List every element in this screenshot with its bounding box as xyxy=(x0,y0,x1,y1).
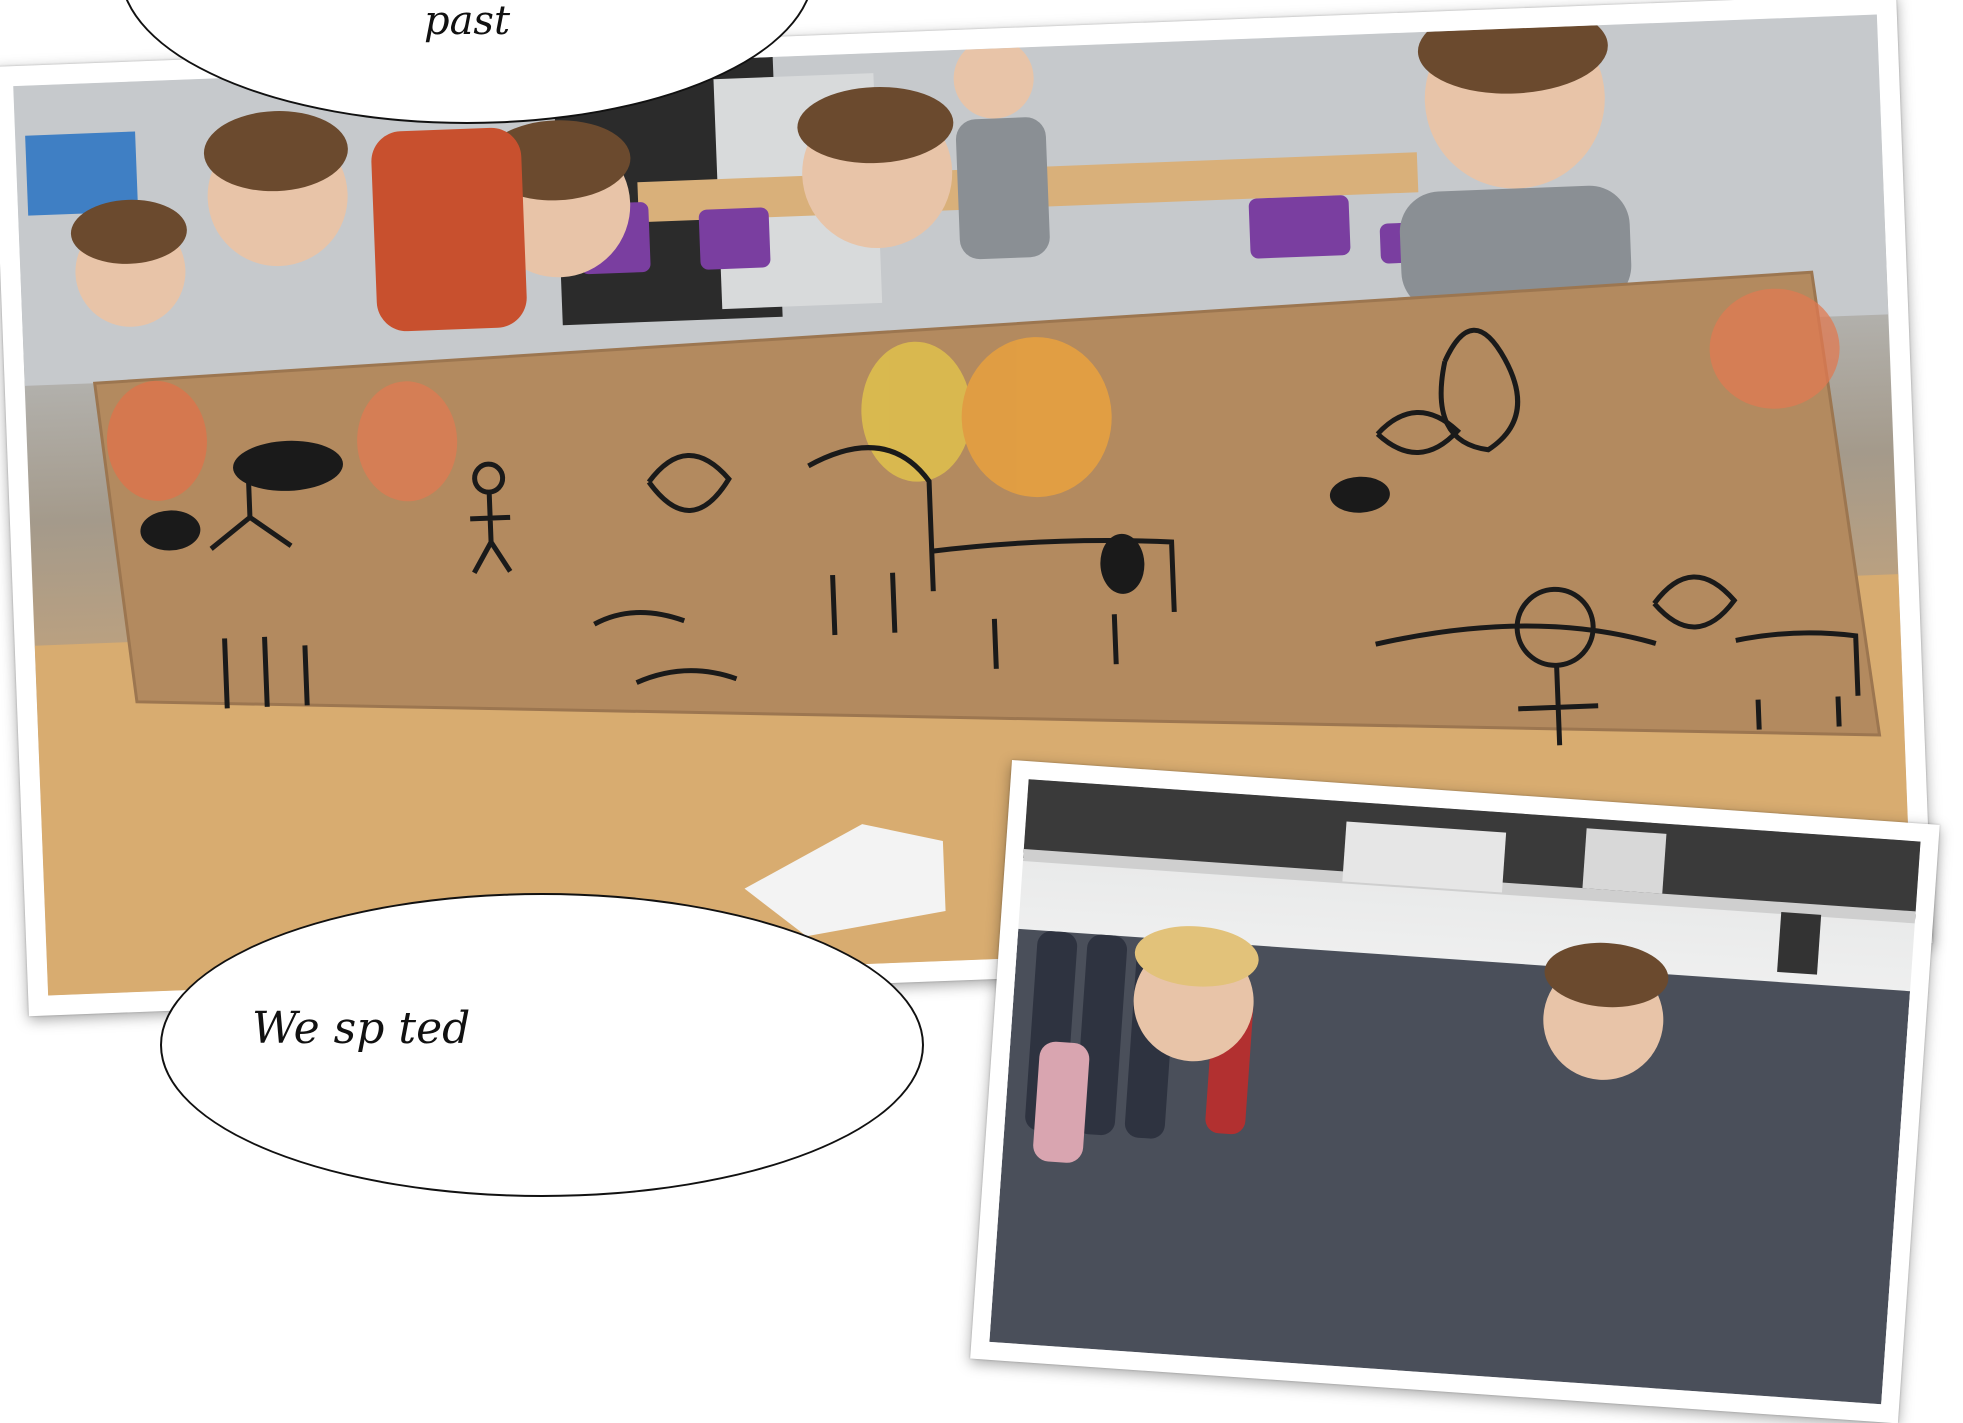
speech-bubble-bottom xyxy=(160,893,924,1197)
second-photo xyxy=(970,760,1940,1423)
speech-bubble-top-text: past xyxy=(423,0,511,44)
cloakroom-scene xyxy=(989,779,1920,1404)
second-photo-image xyxy=(989,779,1920,1404)
speech-bubble-bottom-text: We sp ted xyxy=(252,1003,471,1054)
